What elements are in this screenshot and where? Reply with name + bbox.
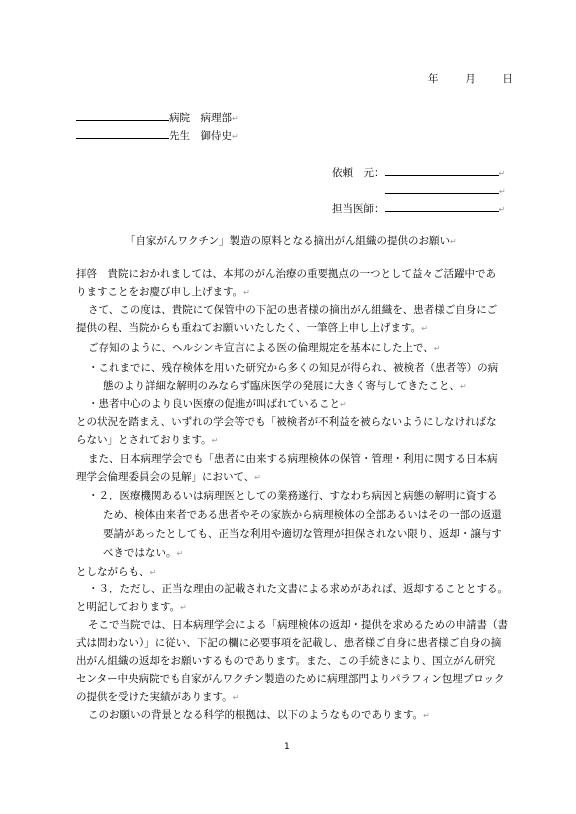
body-line-1: 拝啓 貴院におかれましては、本邦のがん治療の重要拠点の一つとして益々ご活躍中であ <box>76 268 496 280</box>
hospital-name-blank <box>76 110 169 121</box>
addressee-hospital-label: 病院 病理部 <box>169 112 232 124</box>
body-line-4: 提供の程、当院からも重ねてお願いいたしたく、一筆啓上申し上げます。↵ <box>76 322 428 334</box>
requester-origin-blank <box>385 165 499 176</box>
body-line-23: センター中央病院でも自家がんワクチン製造のために病理部門よりパラフィン包埋ブロック <box>76 673 505 685</box>
body-line-7: 態のより詳細な解明のみならず臨床医学の発展に大きく寄与してきたこと、↵ <box>103 380 467 392</box>
body-line-12: 理学会倫理委員会の見解」において、↵ <box>76 471 261 483</box>
body-line-2: りますことをお慶び申し上げます。↵ <box>76 286 250 298</box>
body-line-22: 出がん組織の返却をお願いするものであります。また、この手続きにより、国立がん研究 <box>76 655 496 667</box>
requester-origin-line2: ↵ <box>385 183 506 198</box>
body-line-16: べきではない。↵ <box>103 547 184 559</box>
date-year: 年 <box>428 73 439 85</box>
doctor-name-blank <box>76 128 169 139</box>
requester-origin-blank-2 <box>385 183 499 194</box>
body-line-11: また、日本病理学会でも「患者に由来する病理検体の保管・管理・利用に関する日本病 <box>88 453 498 465</box>
body-line-20: そこで当院では、日本病理学会による「病理検体の返却・提供を求めるための申請書（書 <box>88 619 508 631</box>
body-line-13: ・２．医療機関あるいは病理医としての業務遂行、すなわち病因と病態の解明に資する <box>88 490 498 502</box>
document-title: 「自家がんワクチン」製造の原料となる摘出がん組織の提供のお願い↵ <box>125 235 457 247</box>
body-line-5: ご存知のように、ヘルシンキ宣言による医の倫理規定を基本にした上で、↵ <box>88 342 441 354</box>
body-line-9: との状況を踏まえ、いずれの学会等でも「被検者が不利益を被らないようにしなければな <box>76 416 497 428</box>
body-line-14: ため、検体由来者である患者やその家族から病理検体の全部あるいはその一部の返還 <box>103 509 502 521</box>
requester-doctor-blank <box>385 201 499 212</box>
date-day: 日 <box>502 73 513 85</box>
requester-doctor-line: 担当医師： ↵ <box>332 203 506 215</box>
addressee-hospital-line: 病院 病理部↵ <box>76 110 239 125</box>
body-line-21: 式は問わない）」に従い、下記の欄に必要事項を記載し、患者様ご自身に患者様ご自身の摘 <box>76 637 502 649</box>
body-line-8: ・患者中心のより良い医療の促進が叫ばれていること↵ <box>88 398 347 410</box>
body-line-25: このお願いの背景となる科学的根拠は、以下のようなものであります。↵ <box>88 709 430 721</box>
requester-origin-line: 依頼 元： ↵ <box>332 167 506 179</box>
page-number: 1 <box>284 742 290 752</box>
addressee-doctor-line: 先生 御侍史↵ <box>76 128 239 143</box>
body-line-18: ・３．ただし、正当な理由の記載された文書による求めがあれば、返却することとする。 <box>88 583 508 595</box>
date-line <box>428 73 513 86</box>
body-line-3: さて、この度は、貴院にて保管中の下記の患者様の摘出がん組織を、患者様ご自身にご <box>88 304 498 316</box>
addressee-doctor-label: 先生 御侍史 <box>169 130 232 142</box>
date-month: 月 <box>465 73 476 85</box>
body-line-17: としながらも、↵ <box>76 566 157 578</box>
requester-doctor-label: 担当医師： <box>332 203 385 215</box>
body-line-19: と明記しております。↵ <box>76 601 187 613</box>
body-line-6: ・これまでに、残存検体を用いた研究から多くの知見が得られ、被検者（患者等）の病 <box>88 362 499 374</box>
body-line-24: の提供を受けた実績があります。↵ <box>76 691 240 703</box>
requester-origin-label: 依頼 元： <box>332 167 385 179</box>
body-line-10: らない」とされております。↵ <box>76 434 219 446</box>
body-line-15: 要請があったとしても、正当な利用や適切な管理が担保されない限り、返却・譲与す <box>103 528 502 540</box>
